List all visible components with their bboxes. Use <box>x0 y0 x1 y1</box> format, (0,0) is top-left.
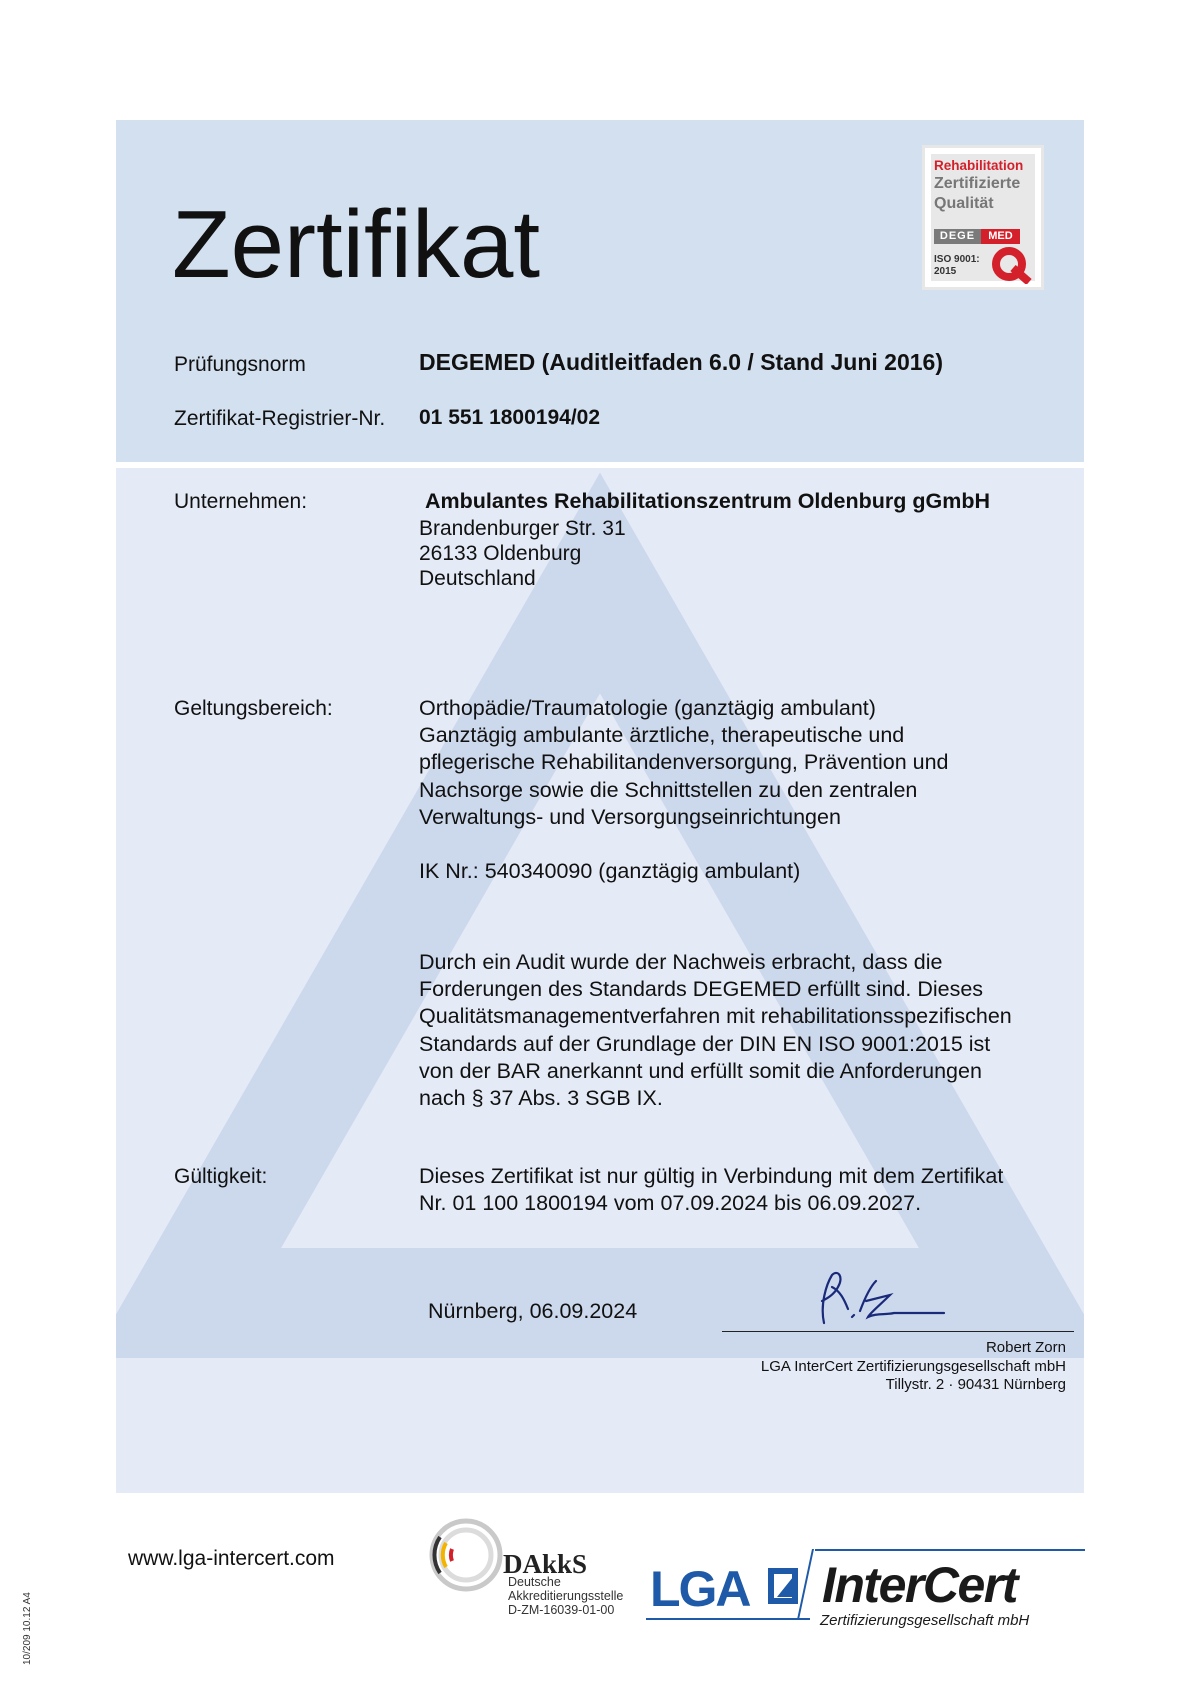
scope-line: Verwaltungs- und Versorgungseinrichtungen <box>419 804 841 829</box>
dakks-details <box>508 1575 623 1617</box>
dakks-rings-icon <box>426 1515 506 1595</box>
dakks-line: D-ZM-16039-01-00 <box>508 1603 615 1617</box>
degemed-quality-badge <box>922 145 1044 290</box>
signatory-address: Tillystr. 2 · 90431 Nürnberg <box>885 1376 1066 1393</box>
dakks-title: DAkkS <box>503 1549 588 1579</box>
audit-line: von der BAR anerkannt und erfüllt somit die Anforderungen <box>419 1058 982 1083</box>
badge-line-2: Zertifizierte <box>934 175 1021 192</box>
lga-box-icon <box>768 1568 798 1604</box>
badge-bar-red: MED <box>981 229 1020 244</box>
registration-label: Zertifikat-Registrier-Nr. <box>174 407 386 430</box>
audit-line: Durch ein Audit wurde der Nachweis erbracht, dass die <box>419 950 943 974</box>
dakks-logo <box>420 1505 630 1617</box>
registration-value: 01 551 1800194/02 <box>419 406 601 429</box>
form-code: 10/209 10.12 A4 <box>22 1592 33 1665</box>
validity-text <box>419 1163 1003 1217</box>
audit-line: Forderungen des Standards DEGEMED erfüllt sind. Dieses <box>419 977 984 1002</box>
company-name: Ambulantes Rehabilitationszentrum Oldenburg gGmbH <box>425 489 991 513</box>
norm-label: Prüfungsnorm <box>174 353 306 376</box>
company-street: Brandenburger Str. 31 <box>419 517 626 540</box>
badge-line-1: Rehabilitation <box>934 158 1024 173</box>
badge-line-3: Qualität <box>934 195 994 212</box>
audit-line: Qualitätsmanagementverfahren mit rehabilitationsspezifischen <box>419 1004 1012 1029</box>
page-title: Zertifikat <box>172 191 541 298</box>
q-logo-icon <box>989 244 1037 284</box>
audit-line: Standards auf der Grundlage der DIN EN ISO 9001:2015 ist <box>419 1031 991 1056</box>
scope-label: Geltungsbereich: <box>174 697 333 720</box>
signature-icon <box>810 1265 950 1330</box>
scope-text <box>419 695 949 831</box>
dakks-line: Deutsche <box>508 1575 561 1589</box>
ik-number: IK Nr.: 540340090 (ganztägig ambulant) <box>419 859 801 883</box>
validity-line: Nr. 01 100 1800194 vom 07.09.2024 bis 06.09.2027. <box>419 1191 922 1216</box>
signatory-name: Robert Zorn <box>985 1339 1066 1356</box>
badge-bar-grey: DEGE <box>934 229 981 244</box>
validity-line: Dieses Zertifikat ist nur gültig in Verbindung mit dem Zertifikat <box>419 1164 1004 1188</box>
signatory-company: LGA InterCert Zertifizierungsgesellschaft mbH <box>760 1357 1066 1375</box>
audit-text <box>419 949 1012 1112</box>
badge-degemed-bar <box>934 229 1020 244</box>
scope-line: pflegerische Rehabilitandenversorgung, Prävention und <box>419 750 949 775</box>
lga-logo-text: LGA <box>650 1561 750 1617</box>
website-link[interactable]: www.lga-intercert.com <box>128 1547 335 1570</box>
place-date: Nürnberg, 06.09.2024 <box>428 1299 638 1323</box>
lga-rule <box>646 1618 810 1620</box>
dakks-line: Akkreditierungsstelle <box>508 1589 624 1603</box>
scope-line: Ganztägig ambulante ärztliche, therapeutische und <box>419 723 905 748</box>
lga-slash <box>797 1549 814 1619</box>
signatory-block <box>761 1339 1066 1395</box>
badge-iso: ISO 9001: 2015 <box>934 254 980 277</box>
scope-line: Orthopädie/Traumatologie (ganztägig ambulant) <box>419 696 876 720</box>
company-label: Unternehmen: <box>174 490 308 513</box>
company-city: 26133 Oldenburg <box>419 542 582 565</box>
intercert-logo-text: InterCert <box>822 1557 1017 1613</box>
norm-value: DEGEMED (Auditleitfaden 6.0 / Stand Juni 2016) <box>419 349 943 375</box>
intercert-subtitle: Zertifizierungsgesellschaft mbH <box>820 1612 1030 1629</box>
scope-line: Nachsorge sowie die Schnittstellen zu den zentralen <box>419 777 918 802</box>
intercert-rule <box>815 1549 1085 1551</box>
audit-line: nach § 37 Abs. 3 SGB IX. <box>419 1086 663 1111</box>
signature-line <box>722 1331 1074 1332</box>
company-country: Deutschland <box>419 567 536 590</box>
validity-label: Gültigkeit: <box>174 1165 268 1188</box>
